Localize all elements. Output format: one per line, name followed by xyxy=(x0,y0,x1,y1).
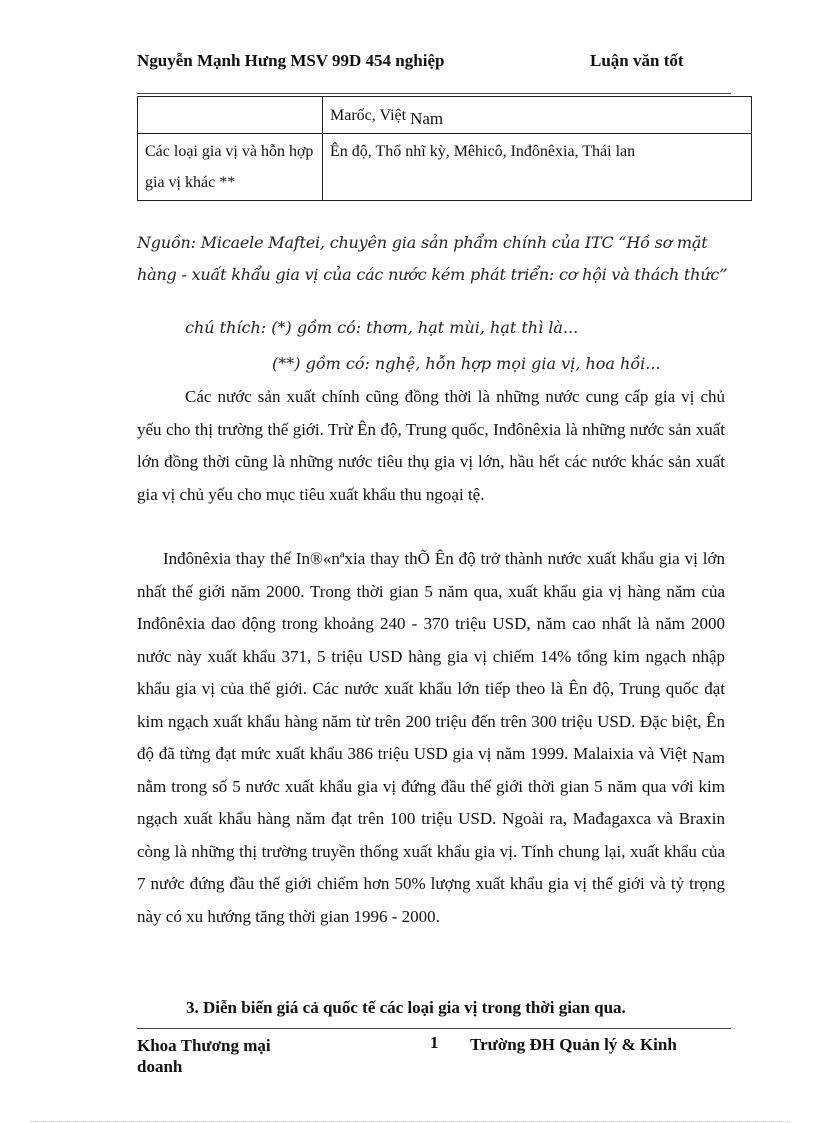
table-row xyxy=(138,134,752,201)
footnote-double-star: (**) gồm có: nghệ, hỗn hợp mọi gia vị, hoa hồi... xyxy=(272,354,661,373)
footer-faculty: Khoa Thương mại doanh xyxy=(137,1036,271,1076)
footer-university: Trường ĐH Quản lý & Kinh xyxy=(470,1035,677,1054)
footer-divider xyxy=(137,1028,731,1029)
header-divider xyxy=(137,93,731,94)
source-citation: Nguồn: Micaele Maftei, chuyên gia sản phẩm chính của ITC “Hồ sơ mặt hàng - xuất khẩu gia vị của các nước kém phát triển: cơ hội và thách thức” xyxy=(137,233,728,284)
table-cell-countries: Ên độ, Thổ nhĩ kỳ, Mêhicô, Inđônêxia, Thái lan xyxy=(323,134,752,201)
footnote-single-star: chú thích: (*) gồm có: thơm, hạt mùi, hạt thì là... xyxy=(185,318,579,337)
page-number: 1 xyxy=(430,1033,439,1052)
table-cell-category: Các loại gia vị và hỗn hợp gia vị khác ** xyxy=(138,134,323,201)
header-thesis-label: Luận văn tốt xyxy=(590,51,684,70)
table-cell-category xyxy=(138,97,323,134)
spice-producers-table xyxy=(137,96,752,201)
header-author: Nguyễn Mạnh Hưng MSV 99D 454 nghiệp xyxy=(137,51,445,70)
page-edge xyxy=(30,1121,790,1122)
section-heading: 3. Diễn biến giá cả quốc tế các loại gia vị trong thời gian qua. xyxy=(186,998,626,1017)
paragraph-exporters: Inđônêxia thay thế In®«nªxia thay thÕ Ên độ trở thành nước xuất khẩu gia vị lớn nhất thế giới năm 2000. Trong thời gian 5 năm qua, xuất khẩu gia vị hàng năm của Inđônêxia dao động trong khoảng 240 - 370 triệu USD, năm cao nhất là năm 2000 nước này xuất khẩu 371, 5 triệu USD hàng gia vị chiếm 14% tổng kim ngạch nhập khẩu gia vị của thế giới. Các nước xuất khẩu lớn tiếp theo là Ên độ, Trung quốc đạt kim ngạch xuất khẩu hàng năm từ trên 200 triệu đến trên 300 triệu USD. Đặc biệt, Ên độ đã từng đạt mức xuất khẩu 386 triệu USD gia vị năm 1999. Malaixia và Việt Nam nằm trong số 5 nước xuất khẩu gia vị đứng đầu thế giới thời gian 5 năm qua với kim ngạch xuất khẩu hàng năm đạt trên 100 triệu USD. Ngoài ra, Mađagaxca và Braxin còng là những thị trường truyền thống xuất khẩu gia vị. Tính chung lại, xuất khẩu của 7 nước đứng đầu thế giới chiếm hơn 50% lượng xuất khẩu gia vị thế giới và tỷ trọng này có xu hướng tăng thời gian 1996 - 2000. xyxy=(137,549,725,926)
table-row xyxy=(138,97,752,134)
paragraph-producers: Các nước sản xuất chính cũng đồng thời là những nước cung cấp gia vị chủ yếu cho thị trường thế giới. Trừ Ên độ, Trung quốc, Inđônêxia là những nước sản xuất lớn đồng thời cũng là những nước tiêu thụ gia vị lớn, hầu hết các nước khác sản xuất gia vị chủ yếu cho mục tiêu xuất khẩu thu ngoại tệ. xyxy=(137,387,725,504)
table-cell-countries: Marốc, Việt Nam xyxy=(323,97,752,134)
